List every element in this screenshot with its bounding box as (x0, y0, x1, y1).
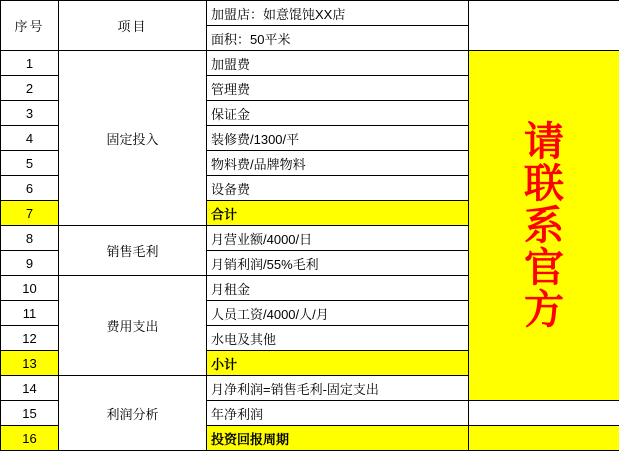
row-no: 16 (1, 426, 59, 451)
row-no: 9 (1, 251, 59, 276)
row-no: 4 (1, 126, 59, 151)
row-value (469, 426, 619, 451)
watermark-char-2: 联 (524, 160, 564, 207)
store-title: 加盟店：如意馄饨XX店 (207, 1, 469, 26)
row-desc: 小计 (207, 351, 469, 376)
row-no: 10 (1, 276, 59, 301)
row-desc: 加盟费 (207, 51, 469, 76)
watermark-char-1: 请 (524, 118, 564, 165)
row-desc: 装修费/1300/平 (207, 126, 469, 151)
column-header-item: 项目 (59, 1, 207, 51)
row-no: 7 (1, 201, 59, 226)
column-header-no: 序号 (1, 1, 59, 51)
row-desc: 月销利润/55%毛利 (207, 251, 469, 276)
group-label-profit-analysis: 利润分析 (59, 376, 207, 451)
group-label-expenses: 费用支出 (59, 276, 207, 376)
row-desc: 合计 (207, 201, 469, 226)
row-desc: 月租金 (207, 276, 469, 301)
row-no: 11 (1, 301, 59, 326)
table-header-row-1 (1, 1, 619, 26)
row-desc: 管理费 (207, 76, 469, 101)
table-row (1, 51, 619, 76)
row-desc: 年净利润 (207, 401, 469, 426)
row-no: 8 (1, 226, 59, 251)
watermark-char-5: 方 (524, 286, 564, 333)
row-no: 5 (1, 151, 59, 176)
row-no: 14 (1, 376, 59, 401)
row-desc: 投资回报周期 (207, 426, 469, 451)
row-desc: 月营业额/4000/日 (207, 226, 469, 251)
row-no: 2 (1, 76, 59, 101)
row-no: 3 (1, 101, 59, 126)
group-label-sales-gross: 销售毛利 (59, 226, 207, 276)
row-no: 12 (1, 326, 59, 351)
row-no: 6 (1, 176, 59, 201)
store-area: 面积：50平米 (207, 26, 469, 51)
row-desc: 保证金 (207, 101, 469, 126)
row-desc: 月净利润=销售毛利-固定支出 (207, 376, 469, 401)
group-label-fixed-investment: 固定投入 (59, 51, 207, 226)
row-desc: 物料费/品牌物料 (207, 151, 469, 176)
watermark-char-3: 系 (524, 202, 564, 249)
watermark-cell (469, 51, 619, 401)
row-value (469, 401, 619, 426)
header-value-cell (469, 1, 619, 51)
row-desc: 设备费 (207, 176, 469, 201)
row-no: 1 (1, 51, 59, 76)
row-desc: 人员工资/4000/人/月 (207, 301, 469, 326)
watermark-text (469, 51, 619, 400)
row-no: 15 (1, 401, 59, 426)
watermark-char-4: 官 (524, 244, 564, 291)
row-desc: 水电及其他 (207, 326, 469, 351)
row-no: 13 (1, 351, 59, 376)
